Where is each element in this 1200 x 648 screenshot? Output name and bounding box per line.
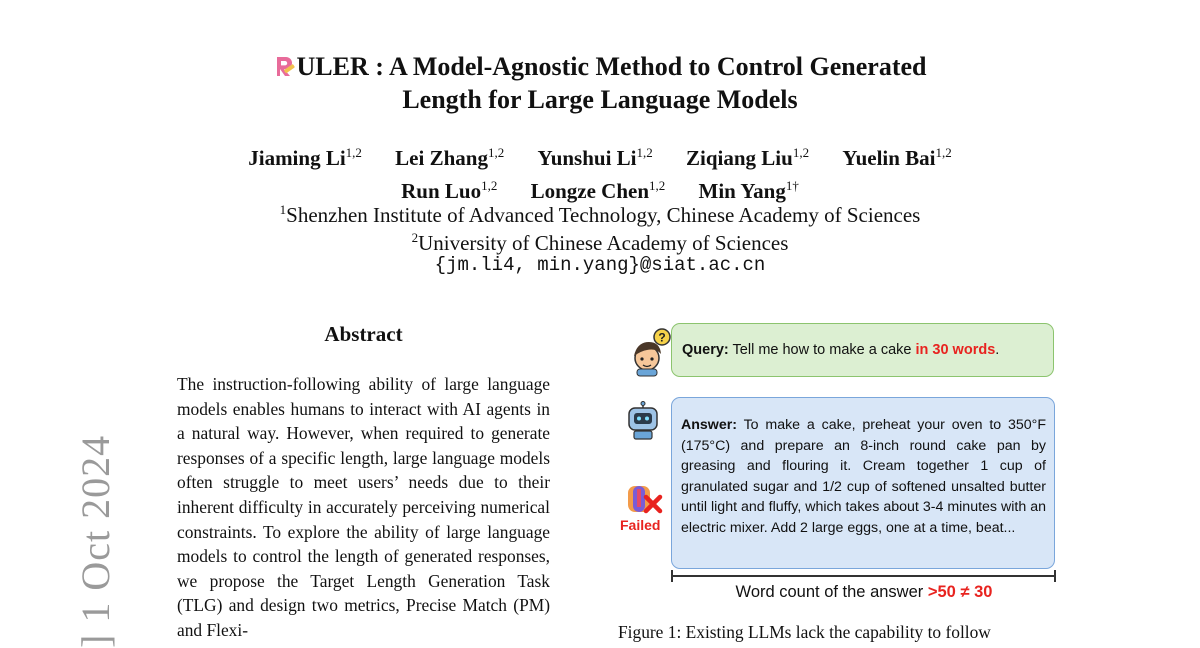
author: Min Yang$^{1\dagger}$ <box>698 178 799 203</box>
title-line-1: ULER : A Model-Agnostic Method to Control Generated <box>296 52 927 81</box>
word-count-label: Word count of the answer <box>735 583 924 601</box>
word-count-value: >50 ≠ 30 <box>927 583 993 601</box>
author: Longze Chen$^{1,2}$ <box>530 178 666 203</box>
bracket-left-tick <box>671 570 673 582</box>
query-label: Query: <box>682 342 729 358</box>
failed-label: Failed <box>620 517 661 533</box>
author: Run Luo$^{1,2}$ <box>401 178 498 203</box>
answer-text: To make a cake, preheat your oven to 350°F (175°C) and prepare an 8-inch round cake pan by greasing and flouring it. Cream together 1 cup of granulated sugar and 1/2 cup of softened unsalted butter until light and fluffy, which takes about 3-4 minutes with an electric mixer. Add 2 large eggs, one at a time, beat... <box>681 417 1046 536</box>
query-text: Tell me how to make a cake <box>732 342 912 358</box>
author-email: {jm.li4, min.yang}@siat.ac.cn <box>434 254 766 276</box>
paper-title <box>180 50 1020 116</box>
query-bubble: Query: Tell me how to make a cake in 30 words. <box>671 323 1054 377</box>
arxiv-date-text: ] 1 Oct 2024 <box>73 434 118 648</box>
word-count-caption <box>672 583 1056 602</box>
word-count-bracket-line <box>672 575 1056 577</box>
answer-label: Answer: <box>681 417 737 433</box>
answer-bubble <box>671 397 1055 569</box>
ruler-logo-icon <box>274 55 296 77</box>
author: Yuelin Bai$^{1,2}$ <box>842 145 952 170</box>
affiliation-2: $^2$University of Chinese Academy of Sciences <box>411 230 789 255</box>
query-length-constraint: in 30 words <box>915 342 996 358</box>
title-line-2: Length for Large Language Models <box>402 85 798 114</box>
affiliation-1: $^1$Shenzhen Institute of Advanced Technology, Chinese Academy of Sciences <box>279 202 921 227</box>
svg-text:?: ? <box>658 330 666 345</box>
author: Jiaming Li$^{1,2}$ <box>248 145 362 170</box>
author: Ziqiang Liu$^{1,2}$ <box>686 145 810 170</box>
failed-model-icon <box>626 483 666 519</box>
bracket-right-tick <box>1054 570 1056 582</box>
arxiv-side-stamp <box>32 432 118 648</box>
robot-icon <box>626 401 660 441</box>
figure-caption: Figure 1: Existing LLMs lack the capability to follow <box>618 622 991 642</box>
abstract-body: The instruction-following ability of large language models enables humans to interact with AI agents in a natural way. However, when required to generate responses of a specific length, large language models often struggle to meet users’ needs due to their inherent difficulty in accurately perceiving numerical constraints. To explore the ability of large language models to control the length of generated responses, we propose the Target Length Generation Task (TLG) and design two metrics, Precise Match (PM) and Flexi- <box>177 374 550 640</box>
author: Lei Zhang$^{1,2}$ <box>395 145 505 170</box>
author: Yunshui Li$^{1,2}$ <box>537 145 653 170</box>
user-avatar-icon <box>627 328 673 376</box>
abstract-heading: Abstract <box>324 322 403 346</box>
